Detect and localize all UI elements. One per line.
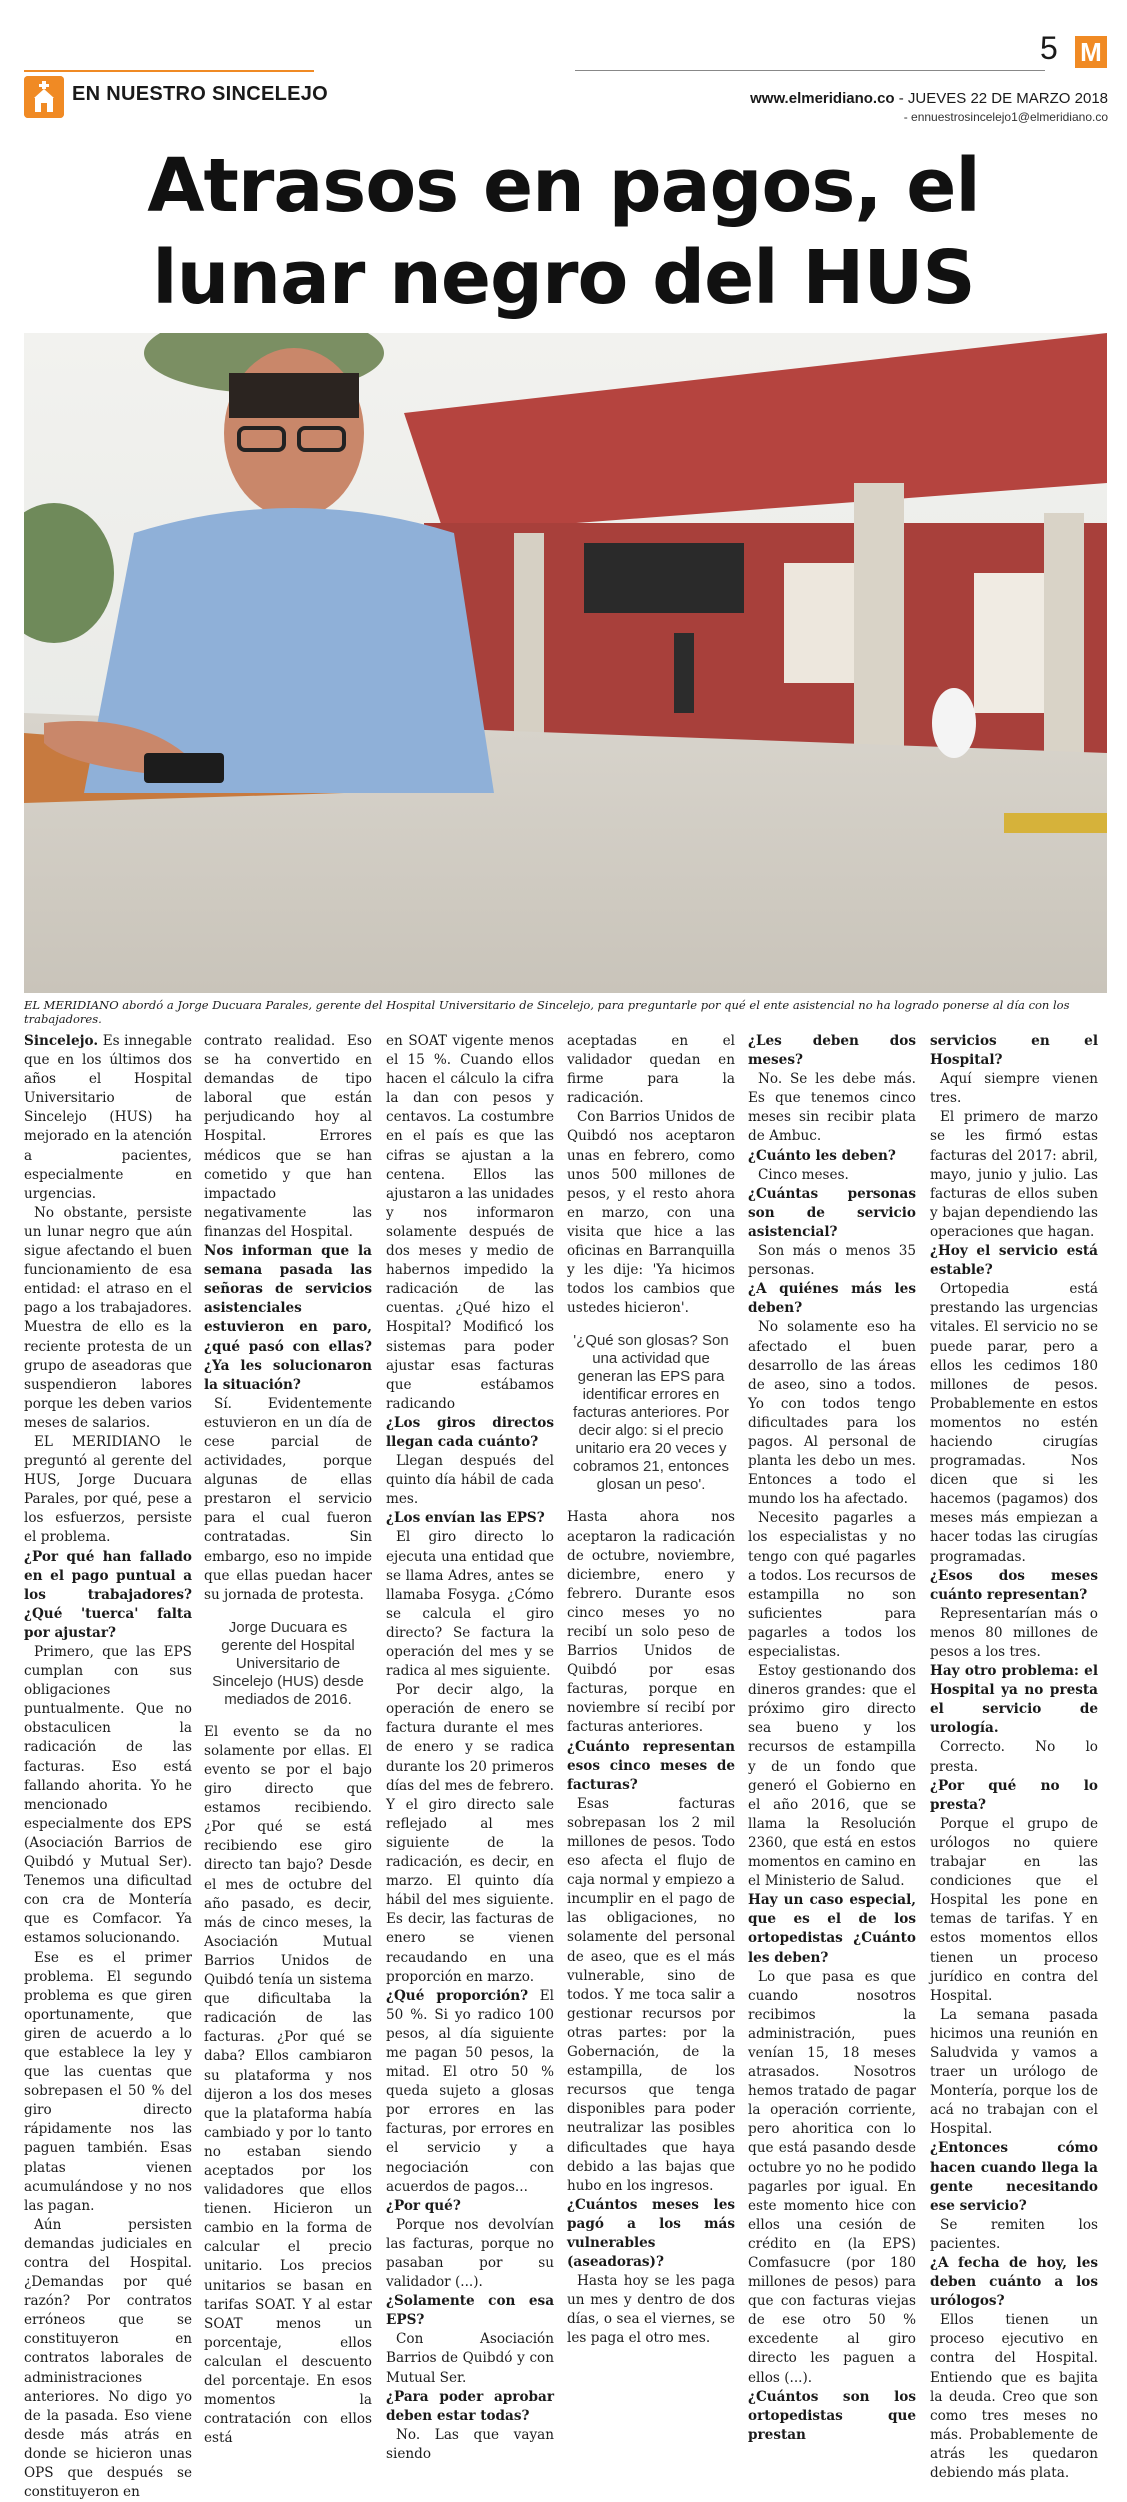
paragraph: Hasta hoy se les paga un mes y dentro de dos días, o sea el viernes, se les paga el otro mes. xyxy=(567,2273,735,2347)
paragraph: Porque nos devolvían las facturas, porque no pasaban por su validador (...). xyxy=(386,2216,554,2291)
paragraph: Ortopedia está prestando las urgencias vitales. El servicio no se puede parar, pero a ellos les cedimos 180 millones de pesos. Probablemente en estos momentos no estén haciendo cirugías programadas. Nos dicen que si les hacemos (pagamos) dos meses más empiezan a hacer todas las cirugías programadas. xyxy=(930,1281,1098,1565)
paragraph: Representarían más o menos 80 millones de pesos a los tres. xyxy=(930,1605,1098,1660)
pull-quote-bio: Jorge Ducuara es gerente del Hospital Universitario de Sincelejo (HUS) desde mediados de 2016. xyxy=(212,1618,364,1708)
paragraph: ¿Los giros directos llegan cada cuánto? xyxy=(386,1414,554,1450)
paragraph: ¿Para poder aprobar deben estar todas? xyxy=(386,2388,554,2424)
section-title: EN NUESTRO SINCELEJO xyxy=(72,83,329,105)
paragraph: No. Las que vayan siendo xyxy=(386,2426,554,2462)
paragraph: Son más o menos 35 personas. xyxy=(748,1243,916,1279)
paragraph: Con Barrios Unidos de Quibdó nos aceptaron unas en febrero, como unos 500 millones de pesos, y el resto ahora en marzo, con una visita que hice a las oficinas en Barranquilla y les dije: 'Ya hicimos todos los cambios que ustedes hicieron'. xyxy=(567,1109,735,1317)
photo-caption: EL MERIDIANO abordó a Jorge Ducuara Parales, gerente del Hospital Universitario de Sincelejo, para preguntarle por qué el ente asistencial no ha logrado ponerse al día con los trabajadores. xyxy=(24,998,1070,1026)
paragraph: Cinco meses. xyxy=(758,1166,849,1183)
article-column-6 xyxy=(930,1032,1098,2483)
paragraph: Porque el grupo de urólogos no quiere trabajar en las condiciones que el Hospital les pone en temas de tarifas. Y en estos momentos ellos tienen un proceso jurídico en contra del Hospital. xyxy=(930,1815,1098,2004)
paragraph: Lo que pasa es que cuando nosotros recibimos la administración, pues venían 15, 18 meses atrasados. Nosotros hemos tratado de pagar la operación corriente, pero ahoritica con lo que está pasando desde octubre yo no he podido pagarles por igual. En este momento hice con ellos una cesión de crédito en (la EPS) Comfasucre (por 180 millones de pesos) para que con facturas viejas de ese otro 50 % excedente al giro directo les paguen a ellos (...). xyxy=(748,1968,916,2386)
paragraph: El primero de marzo se les firmó estas facturas del 2017: abril, mayo, junio y julio. Las facturas de ellos suben y bajan dependiendo las operaciones que hagan. xyxy=(930,1109,1098,1240)
paragraph: Por decir algo, la operación de enero se factura durante el mes de enero y se radica durante los 20 primeros días del mes de febrero. Y el giro directo sale reflejado al mes siguiente de la radicación, es decir, en marzo. El quinto día hábil del mes siguiente. Es decir, las facturas de enero se vienen recaudando en una proporción en marzo. xyxy=(386,1682,554,1985)
paragraph: ¿Cuántos son los ortopedistas que prestan xyxy=(748,2388,916,2443)
paragraph: Esas facturas sobrepasan los 2 mil millones de pesos. Todo eso afecta el flujo de caja normal y empiezo a incumplir en el pago de las obligaciones, no solamente del personal de aseo, que es el más vulnerable, sino de todos. Y me toca salir a gestionar recursos por otras partes: por la Gobernación, de la estampilla, de los recursos que tenga disponibles para poder neutralizar las posibles dificultades que haya debido a las bajas que hubo en los ingresos. xyxy=(567,1795,735,2194)
paragraph: ¿Por qué han fallado en el pago puntual a los trabajadores? ¿Qué 'tuerca' falta por ajustar? xyxy=(24,1548,192,1641)
paragraph: El giro directo lo ejecuta una entidad que se llama Adres, antes se llamaba Fosyga. ¿Cómo se calcula el giro directo? Se factura la operación del mes y se radica al mes siguiente. xyxy=(386,1529,554,1680)
paragraph: Llegan después del quinto día hábil de cada mes. xyxy=(386,1453,554,1508)
paragraph: Nos informan que la semana pasada las señoras de servicios asistenciales estuvieron en paro, ¿qué pasó con ellas? ¿Ya les solucionaron la situación? xyxy=(204,1243,372,1393)
section-rule xyxy=(24,70,314,72)
section-email[interactable]: - ennuestrosincelejo1@elmeridiano.co xyxy=(903,110,1108,124)
paragraph: contrato realidad. Eso se ha convertido en demandas de tipo laboral que están perjudicando hoy al Hospital. Errores médicos que se han cometido y que han impactado negativamente las finanzas del Hospital. xyxy=(204,1033,372,1240)
paragraph: Necesito pagarles a los especialistas y no tengo con qué pagarles a todos. Los recursos de estampilla no son suficientes para pagarles a todos los especialistas. xyxy=(748,1510,916,1660)
paragraph: ¿Por qué? xyxy=(386,2197,461,2214)
article-column-2 xyxy=(204,1032,372,2448)
paragraph: ¿Cuántas personas son de servicio asistencial? xyxy=(748,1185,916,1240)
paragraph: EL MERIDIANO le preguntó al gerente del HUS, Jorge Ducuara Parales, por qué, pese a los esfuerzos, persiste el problema. xyxy=(24,1433,192,1546)
paragraph: Ese es el primer problema. El segundo problema es que giren oportunamente, que giren de acuerdo a lo que establece la ley y que las cuentas que sobrepasen el 50 % del giro directo rápidamente nos las paguen también. Esas platas vienen acumulándose y no nos las pagan. xyxy=(24,1949,192,2214)
paragraph: Aún persisten demandas judiciales en contra del Hospital. ¿Demandas por qué razón? Por contratos erróneos que se constituyeron en contratos laborales de administraciones anteriores. No digo yo de la pasada. Eso viene desde más atrás en donde se hicieron unas OPS que después se constituyeron en xyxy=(24,2216,192,2501)
paragraph: Hay un caso especial, que es el de los ortopedistas ¿Cuánto les deben? xyxy=(748,1892,916,1966)
paragraph: No obstante, persiste un lunar negro que aún sigue afectando el buen funcionamiento de esa entidad: el atraso en el pago a los trabajadores. Muestra de ello es la reciente protesta de un grupo de aseadoras que suspendieron labores porque les deben varios meses de salarios. xyxy=(24,1204,192,1431)
paragraph: ¿Por qué no lo presta? xyxy=(930,1777,1098,1813)
headline-line-2: lunar negro del HUS xyxy=(152,235,975,321)
paragraph: Correcto. No lo presta. xyxy=(930,1739,1098,1775)
paragraph: Ellos tienen un proceso ejecutivo en contra del Hospital. Entiendo que es bajita la deuda. Creo que son como tres meses no más. Probablemente de atrás les quedaron debiendo más plata. xyxy=(930,2312,1098,2482)
article-column-1 xyxy=(24,1032,192,2502)
paragraph: Sí. Evidentemente estuvieron en un día de cese parcial de actividades, porque algunas de ellas prestaron el servicio para el cual fueron contratadas. Sin embargo, eso no impide que ellas puedan hacer su jornada de protesta. xyxy=(204,1395,372,1603)
paragraph: servicios en el Hospital? xyxy=(930,1033,1098,1069)
paragraph: ¿Qué proporción? El 50 %. Si yo radico 100 pesos, al día siguiente me pagan 50 pesos, la mitad. El otro 50 % queda sujeto a glosas por errores en las facturas, por errores en el servicio y a negociación con acuerdos de pagos... xyxy=(386,1987,554,2195)
website-link[interactable]: www.elmeridiano.co xyxy=(750,90,895,107)
pull-quote-glosas: '¿Qué son glosas? Son una actividad que generan las EPS para identificar errores en facturas anteriores. Por decir algo: si el precio unitario era 20 veces y cobramos 21, entonces glosan un peso'. xyxy=(573,1332,729,1494)
issue-date: - JUEVES 22 DE MARZO 2018 xyxy=(894,90,1108,107)
paragraph: Estoy gestionando dos dineros grandes: que el próximo giro directo sea bueno y los recursos de estampilla y de un fondo que generó el Gobierno en el año 2016, que se llama la Resolución 2360, que está en estos momentos en camino en el Ministerio de Salud. xyxy=(748,1663,916,1890)
paragraph: ¿Esos dos meses cuánto representan? xyxy=(930,1567,1098,1603)
paragraph: No solamente eso ha afectado el buen desarrollo de las áreas de aseo, sino a todos. Yo con todos tengo dificultades para los pagos. Al personal de planta les debo un mes. Entonces a todo el mundo los ha afectado. xyxy=(748,1319,916,1508)
paragraph: ¿Hoy el servicio está estable? xyxy=(930,1243,1098,1279)
newspaper-logo: M xyxy=(1075,36,1107,68)
paragraph: El evento se da no solamente por ellas. El evento se por el bajo giro directo que estamos recibiendo. ¿Por qué se está recibiendo ese giro directo tan bajo? Desde el mes de octubre del año pasado, es decir, más de cinco meses, la Asociación Mutual Barrios Unidos de Quibdó tenía un sistema que dificultaba la radicación de las facturas. ¿Por qué se daba? Ellos cambiaron su plataforma y nos dijeron a los dos meses que la plataforma había cambiado y por lo tanto no estaban siendo aceptados por los validadores que ellos tienen. Hicieron un cambio en la forma de calcular el precio unitario. Los precios unitarios se basan en tarifas SOAT. Y al estar SOAT menos un porcentaje, ellos calculan el descuento del porcentaje. En esos momentos la contratación con ellos está xyxy=(204,1723,372,2447)
paragraph: La semana pasada hicimos una reunión en Saludvida y vamos a traer un urólogo de Montería, porque los de acá no trabajan con el Hospital. xyxy=(930,2006,1098,2138)
paragraph: en SOAT vigente menos el 15 %. Cuando ellos hacen el cálculo la cifra la dan con pesos y centavos. La costumbre en el país es que las cifras se ajustan a la centena. Ellos las ajustaron a las unidades y nos informaron solamente después de dos meses y medio de habernos impedido la radicación de las cuentas. ¿Qué hizo el Hospital? Modificó los sistemas para poder ajustar esas facturas que estábamos radicando xyxy=(386,1033,554,1412)
paragraph: Sincelejo. Es innegable que en los últimos dos años el Hospital Universitario de Sincelejo (HUS) ha mejorado en la atención a pacientes, especialmente en urgencias. xyxy=(24,1033,192,1202)
paragraph: ¿A fecha de hoy, les deben cuánto a los urólogos? xyxy=(930,2255,1098,2310)
main-photo xyxy=(24,333,1107,993)
paragraph: ¿Entonces cómo hacen cuando llega la gente necesitando ese servicio? xyxy=(930,2140,1098,2214)
paragraph: ¿Solamente con esa EPS? xyxy=(386,2293,554,2329)
article-column-3 xyxy=(386,1032,554,2464)
paragraph: Primero, que las EPS cumplan con sus obligaciones puntualmente. Que no obstaculicen la radicación de las facturas. Eso está fallando ahorita. Yo he mencionado especialmente dos EPS (Asociación Barrios de Quibdó y Mutual Ser). Tenemos una dificultad con cra de Montería que es Comfacor. Ya estamos solucionando. xyxy=(24,1644,192,1947)
date-line xyxy=(600,90,1108,107)
paragraph: Con Asociación Barrios de Quibdó y con Mutual Ser. xyxy=(386,2331,554,2386)
paragraph: Hasta ahora nos aceptaron la radicación de octubre, noviembre, diciembre, enero y febrero. Durante esos cinco meses yo no recibí un solo peso de Barrios Unidos de Quibdó por esas facturas, porque en noviembre sí recibí por facturas anteriores. xyxy=(567,1509,735,1736)
paragraph: ¿Cuánto representan esos cinco meses de facturas? xyxy=(567,1738,735,1793)
paragraph: ¿Cuánto les deben? xyxy=(748,1147,896,1164)
article-column-4 xyxy=(567,1032,735,2349)
header-rule xyxy=(575,70,1045,71)
article-column-5 xyxy=(748,1032,916,2445)
paragraph: Hay otro problema: el Hospital ya no presta el servicio de urología. xyxy=(930,1663,1098,1737)
headline-line-1: Atrasos en pagos, el xyxy=(147,143,980,229)
paragraph: ¿Cuántos meses les pagó a los más vulnerables (aseadoras)? xyxy=(567,2196,735,2271)
headline xyxy=(40,140,1087,324)
paragraph: Aquí siempre vienen tres. xyxy=(930,1071,1098,1107)
paragraph: ¿Los envían las EPS? xyxy=(386,1510,545,1527)
paragraph: Se remiten los pacientes. xyxy=(930,2216,1098,2252)
paragraph: ¿A quiénes más les deben? xyxy=(748,1281,916,1317)
page-number: 5 xyxy=(1040,30,1058,66)
church-icon xyxy=(24,76,64,118)
paragraph: No. Se les debe más. Es que tenemos cinco meses sin recibir plata de Ambuc. xyxy=(748,1071,916,1145)
paragraph: ¿Les deben dos meses? xyxy=(748,1033,916,1069)
paragraph: aceptadas en el validador quedan en firme para la radicación. xyxy=(567,1033,735,1107)
